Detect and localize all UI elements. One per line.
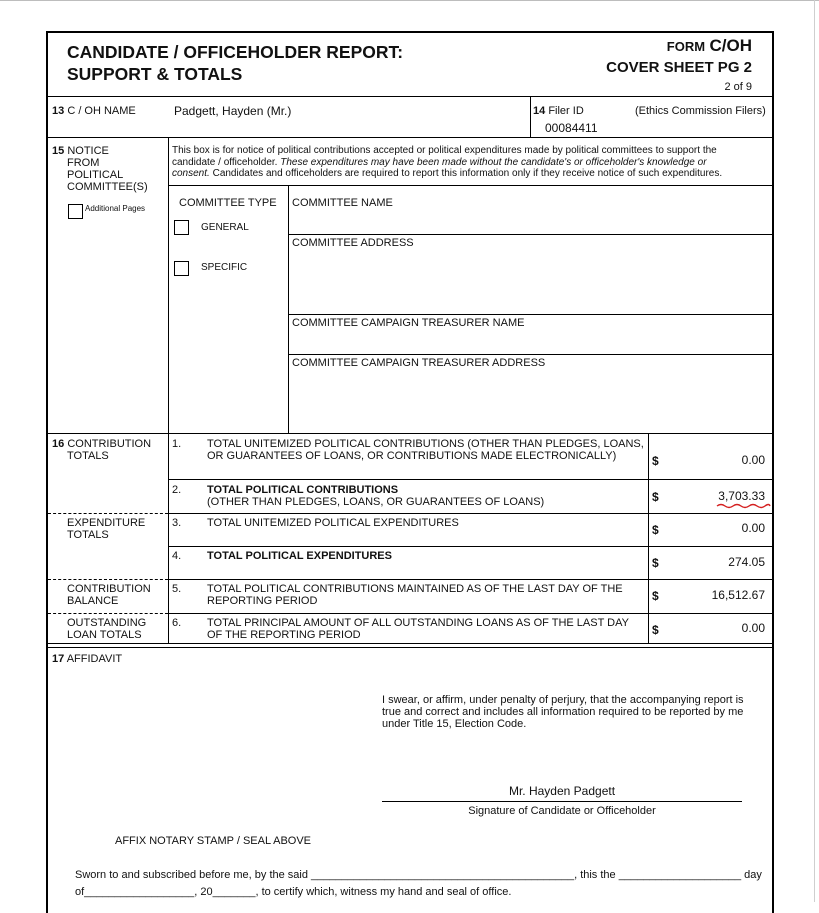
section15-number: 15 bbox=[52, 145, 65, 157]
contribution-balance-line2: BALANCE bbox=[67, 595, 119, 607]
cover-sheet-label: COVER SHEET PG 2 bbox=[606, 59, 752, 76]
filer-id-value: 00084411 bbox=[545, 121, 598, 135]
form-title-line1: CANDIDATE / OFFICEHOLDER REPORT: bbox=[67, 42, 404, 62]
sworn-statement: Sworn to and subscribed before me, by the said ___________________________________________, this the ____________________ day bbox=[75, 869, 762, 881]
notice-line1: This box is for notice of political contributions accepted or political expenditures made by political committees to support the bbox=[172, 145, 717, 156]
row1-description bbox=[207, 438, 644, 462]
row6-number: 6. bbox=[172, 617, 182, 629]
section14-label bbox=[533, 105, 584, 117]
general-label: GENERAL bbox=[201, 222, 249, 233]
treasurer-name-bottom bbox=[288, 354, 772, 355]
section13-bottom bbox=[48, 137, 772, 138]
contribution-balance-label bbox=[67, 583, 151, 607]
row6-line2: OF THE REPORTING PERIOD bbox=[207, 629, 361, 641]
row5-amount: 16,512.67 bbox=[711, 588, 765, 602]
expenditure-totals-label bbox=[67, 517, 145, 541]
viewer-top-edge bbox=[0, 0, 819, 1]
row5-description bbox=[207, 583, 623, 607]
row2-amount: 3,703.33 bbox=[718, 489, 765, 503]
committee-address-bottom bbox=[288, 314, 772, 315]
contribution-totals-line2: TOTALS bbox=[67, 450, 109, 462]
notice-line3a: consent. bbox=[172, 168, 210, 179]
committee-name-bottom bbox=[288, 234, 772, 235]
row4-bottom bbox=[168, 579, 772, 580]
section16-bottom-double bbox=[48, 647, 772, 648]
contribution-balance-line1: CONTRIBUTION bbox=[67, 583, 151, 595]
section15-bottom bbox=[48, 433, 772, 434]
row4-description: TOTAL POLITICAL EXPENDITURES bbox=[207, 550, 392, 562]
section13-label bbox=[52, 105, 136, 117]
committee-address-label: COMMITTEE ADDRESS bbox=[292, 237, 414, 249]
row5-number: 5. bbox=[172, 583, 182, 595]
contribution-totals-label bbox=[52, 438, 151, 462]
form-code: C/OH bbox=[709, 36, 752, 55]
committee-type-divider bbox=[288, 185, 289, 433]
notice-line2b: These expenditures may have been made without the candidate's or officeholder's knowledge or bbox=[280, 156, 707, 168]
section14-label-text: Filer ID bbox=[548, 105, 584, 117]
contribution-totals-line1: CONTRIBUTION bbox=[67, 438, 152, 450]
dash-separator-1 bbox=[48, 513, 168, 514]
notary-stamp-label: AFFIX NOTARY STAMP / SEAL ABOVE bbox=[115, 835, 312, 847]
row3-number: 3. bbox=[172, 517, 182, 529]
expenditure-totals-line2: TOTALS bbox=[67, 529, 109, 541]
certify-statement: of__________________, 20_______, to certify which, witness my hand and seal of office. bbox=[75, 886, 512, 898]
oath-line2: true and correct and includes all information required to be reported by me bbox=[382, 706, 744, 718]
section15-label bbox=[52, 145, 148, 193]
viewer-right-edge bbox=[814, 0, 815, 902]
section16-number: 16 bbox=[52, 438, 65, 450]
oath-line1: I swear, or affirm, under penalty of perjury, that the accompanying report is bbox=[382, 694, 744, 706]
specific-checkbox[interactable] bbox=[174, 261, 189, 276]
form-word: FORM bbox=[666, 39, 706, 54]
additional-pages-checkbox[interactable] bbox=[68, 204, 83, 219]
row6-currency: $ bbox=[652, 623, 659, 637]
general-checkbox[interactable] bbox=[174, 220, 189, 235]
section15-line1: NOTICE bbox=[67, 145, 109, 157]
additional-pages-label: Additional Pages bbox=[85, 204, 146, 213]
dash-separator-3 bbox=[48, 613, 168, 614]
row2-line2: (OTHER THAN PLEDGES, LOANS, OR GUARANTEES OF LOANS) bbox=[207, 496, 545, 508]
row5-line2: REPORTING PERIOD bbox=[207, 595, 318, 607]
treasurer-name-label: COMMITTEE CAMPAIGN TREASURER NAME bbox=[292, 317, 525, 329]
notice-line3b: Candidates and officeholders are required to report this information only if they receive notice of such expenditures. bbox=[209, 168, 723, 179]
amount-column-divider bbox=[648, 433, 649, 643]
notice-bottom bbox=[168, 185, 772, 186]
row5-bottom bbox=[168, 613, 772, 614]
row1-amount: 0.00 bbox=[741, 453, 765, 467]
row4-amount: 274.05 bbox=[728, 555, 765, 569]
row4-currency: $ bbox=[652, 556, 659, 570]
row1-line1: TOTAL UNITEMIZED POLITICAL CONTRIBUTIONS (OTHER THAN PLEDGES, LOANS, bbox=[207, 438, 644, 450]
notice-text bbox=[172, 145, 768, 180]
section15-line3: POLITICAL bbox=[67, 169, 124, 181]
label-column-divider bbox=[168, 137, 169, 643]
committee-type-label: COMMITTEE TYPE bbox=[179, 197, 277, 209]
row1-currency: $ bbox=[652, 454, 659, 468]
expenditure-totals-line1: EXPENDITURE bbox=[67, 517, 146, 529]
row6-line1: TOTAL PRINCIPAL AMOUNT OF ALL OUTSTANDING LOANS AS OF THE LAST DAY bbox=[207, 617, 629, 629]
spellcheck-underline bbox=[716, 502, 771, 510]
filer-id-divider bbox=[530, 96, 531, 137]
row6-amount: 0.00 bbox=[741, 621, 765, 635]
oath-line3: under Title 15, Election Code. bbox=[382, 718, 527, 730]
row3-bottom bbox=[168, 546, 772, 547]
row3-description: TOTAL UNITEMIZED POLITICAL EXPENDITURES bbox=[207, 517, 459, 529]
notice-line2a: candidate / officeholder. bbox=[172, 156, 281, 168]
row1-number: 1. bbox=[172, 438, 182, 450]
dash-separator-2 bbox=[48, 579, 168, 580]
row4-number: 4. bbox=[172, 550, 182, 562]
row3-currency: $ bbox=[652, 523, 659, 537]
section17-number: 17 bbox=[52, 653, 65, 665]
section13-number: 13 bbox=[52, 105, 65, 117]
form-title-line2: SUPPORT & TOTALS bbox=[67, 64, 243, 84]
outstanding-loans-line1: OUTSTANDING bbox=[67, 617, 147, 629]
row2-bottom bbox=[168, 513, 772, 514]
section17-label bbox=[52, 653, 122, 665]
form-title bbox=[67, 41, 403, 85]
signature-caption: Signature of Candidate or Officeholder bbox=[468, 805, 656, 817]
row6-description bbox=[207, 617, 629, 641]
treasurer-address-label: COMMITTEE CAMPAIGN TREASURER ADDRESS bbox=[292, 357, 546, 369]
section15-line2: FROM bbox=[67, 157, 100, 169]
signature-line[interactable] bbox=[382, 801, 742, 802]
outstanding-loans-label bbox=[67, 617, 146, 641]
ethics-note: (Ethics Commission Filers) bbox=[635, 105, 766, 117]
section15-line4: COMMITTEE(S) bbox=[67, 181, 148, 193]
form-page bbox=[46, 31, 774, 913]
section13-label-text: C / OH NAME bbox=[67, 105, 136, 117]
form-code-block bbox=[667, 36, 752, 56]
row5-line1: TOTAL POLITICAL CONTRIBUTIONS MAINTAINED AS OF THE LAST DAY OF THE bbox=[207, 583, 623, 595]
header-divider bbox=[48, 96, 772, 97]
row2-number: 2. bbox=[172, 484, 182, 496]
section17-label-text: AFFIDAVIT bbox=[66, 653, 123, 665]
row2-description bbox=[207, 484, 544, 508]
outstanding-loans-line2: LOAN TOTALS bbox=[67, 629, 142, 641]
row1-bottom bbox=[168, 479, 772, 480]
section14-number: 14 bbox=[533, 105, 546, 117]
page-count: 2 of 9 bbox=[724, 81, 752, 93]
specific-label: SPECIFIC bbox=[201, 262, 248, 273]
row2-line1: TOTAL POLITICAL CONTRIBUTIONS bbox=[207, 484, 399, 496]
signer-name: Mr. Hayden Padgett bbox=[508, 784, 616, 798]
section16-bottom bbox=[48, 643, 772, 644]
row3-amount: 0.00 bbox=[741, 521, 765, 535]
row1-line2: OR GUARANTEES OF LOANS, OR CONTRIBUTIONS MADE ELECTRONICALLY) bbox=[207, 450, 617, 462]
row2-currency: $ bbox=[652, 490, 659, 504]
committee-name-label: COMMITTEE NAME bbox=[292, 197, 393, 209]
row5-currency: $ bbox=[652, 589, 659, 603]
oath-text bbox=[382, 694, 744, 730]
candidate-name: Padgett, Hayden (Mr.) bbox=[174, 104, 292, 118]
